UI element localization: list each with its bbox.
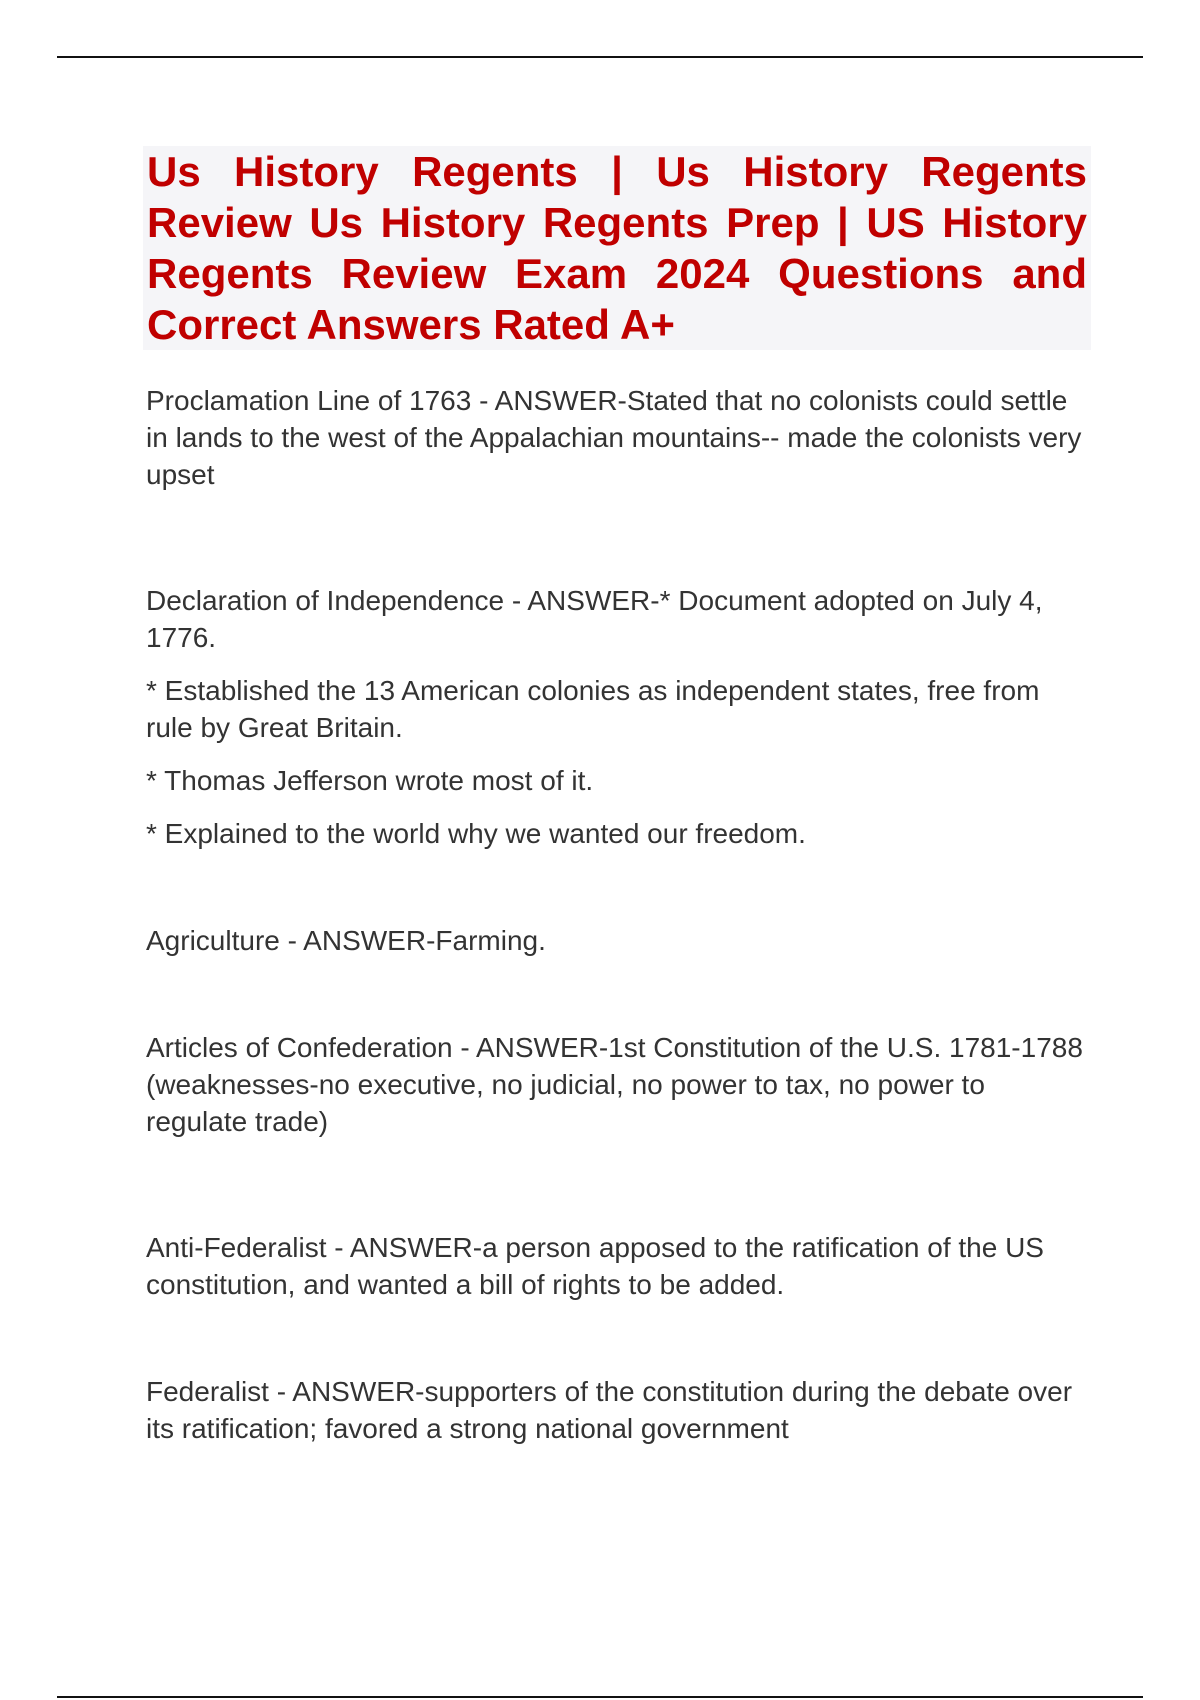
- qa-list: [146, 382, 1092, 1447]
- qa-entry-anti-federalist: Anti-Federalist - ANSWER-a person apposed to the ratification of the US constitution, and wanted a bill of rights to be added.: [146, 1232, 1044, 1300]
- qa-point: * Established the 13 American colonies as independent states, free from rule by Great Britain.: [146, 675, 1040, 743]
- document-title: Us History Regents | Us History Regents Review Us History Regents Prep | US History Regents Review Exam 2024 Questions and Correct Answers Rated A+: [147, 148, 1087, 348]
- qa-entry-declaration: Declaration of Independence - ANSWER-* Document adopted on July 4, 1776.: [146, 585, 1043, 653]
- qa-entry-agriculture: Agriculture - ANSWER-Farming.: [146, 925, 546, 956]
- qa-point: * Explained to the world why we wanted our freedom.: [146, 818, 806, 849]
- qa-entry-articles-of-confederation: Articles of Confederation - ANSWER-1st Constitution of the U.S. 1781-1788 (weaknesses-no executive, no judicial, no power to tax, no power to regulate trade): [146, 1032, 1083, 1137]
- qa-point: * Thomas Jefferson wrote most of it.: [146, 765, 594, 796]
- qa-entry-proclamation-line: Proclamation Line of 1763 - ANSWER-Stated that no colonists could settle in lands to the west of the Appalachian mountains-- made the colonists very upset: [146, 385, 1082, 490]
- page-top-rule: [57, 56, 1143, 58]
- qa-entry-federalist: Federalist - ANSWER-supporters of the constitution during the debate over its ratification; favored a strong national government: [146, 1376, 1073, 1444]
- title-box: [143, 146, 1091, 350]
- page-bottom-rule: [57, 1696, 1143, 1698]
